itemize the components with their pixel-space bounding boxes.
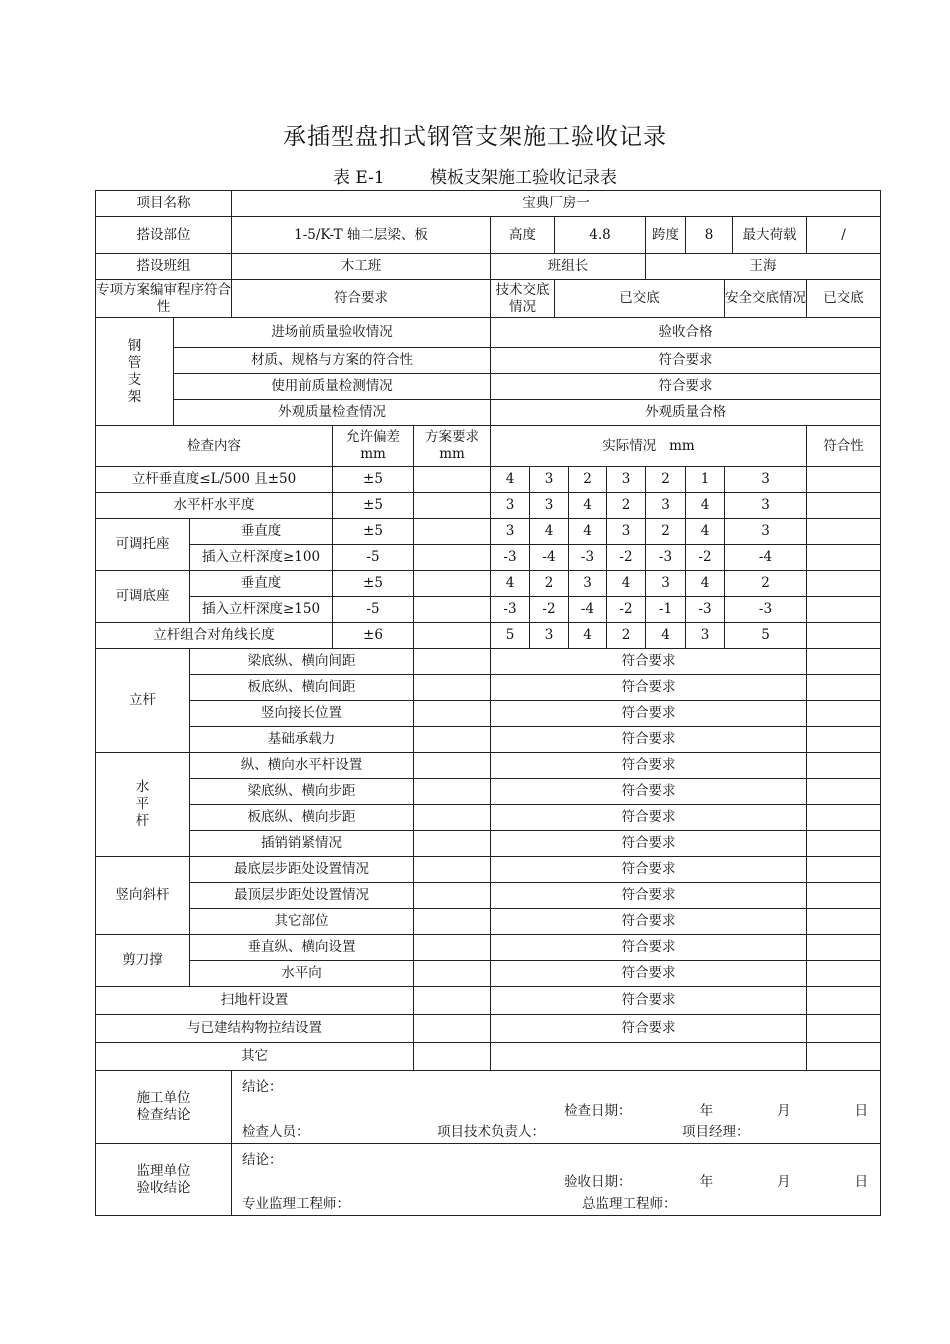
- header-actual: 实际情况 mm: [491, 426, 807, 467]
- span-label: 跨度: [646, 217, 686, 254]
- measure-value: -4: [530, 545, 569, 571]
- measure-value: -3: [491, 597, 530, 623]
- project-value: 宝典厂房一: [232, 191, 881, 217]
- check-result: 符合要求: [491, 1015, 807, 1043]
- height-label: 高度: [491, 217, 555, 254]
- measure-tolerance: ±5: [333, 467, 414, 493]
- row-location: [96, 217, 881, 254]
- steel-item: 材质、规格与方案的符合性: [174, 348, 491, 374]
- check-item: 其它: [96, 1043, 414, 1071]
- top-seat-group: 可调托座: [96, 519, 190, 571]
- check-plan: [414, 727, 491, 753]
- row-hbar-3: [96, 805, 881, 831]
- check-item: 基础承载力: [190, 727, 414, 753]
- project-manager-signature: 项目经理：: [682, 1124, 750, 1140]
- check-result: 符合要求: [491, 987, 807, 1015]
- measure-value: 2: [725, 571, 807, 597]
- row-measure-header: [96, 426, 881, 467]
- check-result: 符合要求: [491, 909, 807, 935]
- check-item: 与已建结构物拉结设置: [96, 1015, 414, 1043]
- row-verticality: [96, 467, 881, 493]
- steel-item: 使用前质量检测情况: [174, 374, 491, 400]
- row-diag-3: [96, 909, 881, 935]
- check-conformity: [807, 727, 881, 753]
- measure-value: -4: [569, 597, 607, 623]
- construction-label: 施工单位 检查结论: [96, 1071, 232, 1144]
- measure-label: 垂直度: [190, 571, 333, 597]
- measure-tolerance: ±5: [333, 493, 414, 519]
- acceptance-date: 验收日期： 年 月 日: [564, 1174, 869, 1190]
- measure-value: 2: [646, 519, 686, 545]
- row-tie: [96, 1015, 881, 1043]
- row-hbar-4: [96, 831, 881, 857]
- measure-conformity: [807, 623, 881, 649]
- check-conformity: [807, 935, 881, 961]
- measure-value: 3: [530, 467, 569, 493]
- row-hbar-2: [96, 779, 881, 805]
- measure-value: -2: [686, 545, 725, 571]
- check-plan: [414, 961, 491, 987]
- check-result: 符合要求: [491, 805, 807, 831]
- measure-value: 3: [646, 571, 686, 597]
- project-label: 项目名称: [96, 191, 232, 217]
- span-value: 8: [686, 217, 733, 254]
- measure-value: 2: [607, 623, 646, 649]
- measure-value: 1: [686, 467, 725, 493]
- steel-result: 验收合格: [491, 318, 881, 348]
- check-result: 符合要求: [491, 831, 807, 857]
- check-result: 符合要求: [491, 649, 807, 675]
- measure-conformity: [807, 545, 881, 571]
- supervision-label: 监理单位 验收结论: [96, 1144, 232, 1216]
- check-result: 符合要求: [491, 857, 807, 883]
- team-label: 搭设班组: [96, 254, 232, 280]
- measure-value: 3: [491, 519, 530, 545]
- check-plan: [414, 1015, 491, 1043]
- team-value: 木工班: [232, 254, 491, 280]
- measure-tolerance: -5: [333, 545, 414, 571]
- check-conformity: [807, 649, 881, 675]
- measure-value: -3: [569, 545, 607, 571]
- row-top-seat-2: [96, 545, 881, 571]
- measure-value: 4: [530, 519, 569, 545]
- check-item: 纵、横向水平杆设置: [190, 753, 414, 779]
- max-load-label: 最大荷载: [733, 217, 807, 254]
- measure-conformity: [807, 571, 881, 597]
- check-plan: [414, 675, 491, 701]
- chief-supervisor-signature: 总监理工程师：: [582, 1196, 677, 1212]
- inspector-signature: 检查人员：: [242, 1124, 310, 1140]
- row-brace-2: [96, 961, 881, 987]
- check-plan: [414, 753, 491, 779]
- tech-lead-signature: 项目技术负责人：: [437, 1124, 545, 1140]
- measure-value: 3: [530, 493, 569, 519]
- row-upright-1: [96, 649, 881, 675]
- check-plan: [414, 909, 491, 935]
- measure-value: 4: [686, 493, 725, 519]
- form-code: 表 E-1: [332, 168, 385, 188]
- hbar-group: 水 平 杆: [96, 753, 190, 857]
- measure-label: 立杆组合对角线长度: [96, 623, 333, 649]
- row-brace-1: [96, 935, 881, 961]
- check-item: 扫地杆设置: [96, 987, 414, 1015]
- row-steel-4: [96, 400, 881, 426]
- check-result: 符合要求: [491, 675, 807, 701]
- check-conformity: [807, 831, 881, 857]
- check-item: 板底纵、横向间距: [190, 675, 414, 701]
- check-item: 板底纵、横向步距: [190, 805, 414, 831]
- plan-value: 符合要求: [232, 280, 491, 318]
- check-item: 水平向: [190, 961, 414, 987]
- check-conformity: [807, 675, 881, 701]
- check-conformity: [807, 701, 881, 727]
- measure-label: 立杆垂直度≤L/500 且±50: [96, 467, 333, 493]
- measure-label: 插入立杆深度≥150: [190, 597, 333, 623]
- check-plan: [414, 883, 491, 909]
- check-item: 其它部位: [190, 909, 414, 935]
- measure-value: 2: [569, 467, 607, 493]
- measure-value: 4: [491, 467, 530, 493]
- header-plan: 方案要求 mm: [414, 426, 491, 467]
- row-base-seat-1: [96, 571, 881, 597]
- row-top-seat-1: [96, 519, 881, 545]
- measure-value: 4: [686, 571, 725, 597]
- row-horizontal: [96, 493, 881, 519]
- tech-briefing-value: 已交底: [555, 280, 725, 318]
- conclusion-label: 结论：: [242, 1152, 283, 1168]
- base-seat-group: 可调底座: [96, 571, 190, 623]
- max-load-value: /: [807, 217, 881, 254]
- check-plan: [414, 779, 491, 805]
- row-steel-1: [96, 318, 881, 348]
- check-result: 符合要求: [491, 961, 807, 987]
- measure-conformity: [807, 519, 881, 545]
- measure-plan: [414, 545, 491, 571]
- row-supervision-conclusion: [96, 1144, 881, 1216]
- row-base-seat-2: [96, 597, 881, 623]
- construction-conclusion-area: [232, 1071, 881, 1144]
- row-other: [96, 1043, 881, 1071]
- measure-label: 垂直度: [190, 519, 333, 545]
- measure-value: -2: [607, 597, 646, 623]
- measure-value: 3: [646, 493, 686, 519]
- measure-value: 3: [607, 519, 646, 545]
- check-item: 梁底纵、横向间距: [190, 649, 414, 675]
- measure-value: 3: [725, 519, 807, 545]
- measure-label: 水平杆水平度: [96, 493, 333, 519]
- form-subtitle: [0, 163, 950, 188]
- check-result: 符合要求: [491, 883, 807, 909]
- check-result: 符合要求: [491, 779, 807, 805]
- steel-group-label: 钢 管 支 架: [96, 318, 174, 426]
- row-hbar-1: [96, 753, 881, 779]
- measure-value: 3: [569, 571, 607, 597]
- check-item: 竖向接长位置: [190, 701, 414, 727]
- row-upright-2: [96, 675, 881, 701]
- measure-value: -3: [725, 597, 807, 623]
- row-diag-2: [96, 883, 881, 909]
- diag-group: 竖向斜杆: [96, 857, 190, 935]
- inspection-form-table: [95, 190, 881, 1216]
- measure-value: 5: [725, 623, 807, 649]
- check-conformity: [807, 805, 881, 831]
- measure-value: 4: [569, 623, 607, 649]
- row-upright-4: [96, 727, 881, 753]
- header-content: 检查内容: [96, 426, 333, 467]
- upright-group: 立杆: [96, 649, 190, 753]
- check-result: 符合要求: [491, 701, 807, 727]
- form-name: 模板支架施工验收记录表: [430, 168, 618, 188]
- check-plan: [414, 805, 491, 831]
- measure-value: -3: [491, 545, 530, 571]
- check-conformity: [807, 779, 881, 805]
- height-value: 4.8: [555, 217, 646, 254]
- inspection-date: 检查日期： 年 月 日: [564, 1103, 869, 1119]
- check-plan: [414, 857, 491, 883]
- check-conformity: [807, 753, 881, 779]
- measure-value: 3: [725, 493, 807, 519]
- measure-value: 4: [686, 519, 725, 545]
- steel-result: 符合要求: [491, 374, 881, 400]
- check-conformity: [807, 1043, 881, 1071]
- row-sweep: [96, 987, 881, 1015]
- row-diag-1: [96, 857, 881, 883]
- steel-result: 符合要求: [491, 348, 881, 374]
- measure-conformity: [807, 493, 881, 519]
- check-conformity: [807, 1015, 881, 1043]
- team-leader-value: 王海: [646, 254, 881, 280]
- location-value: 1-5/K-T 轴二层梁、板: [232, 217, 491, 254]
- check-plan: [414, 1043, 491, 1071]
- row-steel-2: [96, 348, 881, 374]
- check-conformity: [807, 909, 881, 935]
- check-plan: [414, 987, 491, 1015]
- measure-tolerance: ±6: [333, 623, 414, 649]
- check-plan: [414, 935, 491, 961]
- check-result: 符合要求: [491, 935, 807, 961]
- check-plan: [414, 701, 491, 727]
- safety-briefing-label: 安全交底情况: [725, 280, 807, 318]
- team-leader-label: 班组长: [491, 254, 646, 280]
- measure-value: 3: [607, 467, 646, 493]
- check-item: 插销销紧情况: [190, 831, 414, 857]
- measure-plan: [414, 571, 491, 597]
- conclusion-label: 结论：: [242, 1079, 283, 1095]
- measure-conformity: [807, 597, 881, 623]
- row-steel-3: [96, 374, 881, 400]
- location-label: 搭设部位: [96, 217, 232, 254]
- plan-label: 专项方案编审程序符合性: [96, 280, 232, 318]
- brace-group: 剪刀撑: [96, 935, 190, 987]
- steel-item: 外观质量检查情况: [174, 400, 491, 426]
- row-team: [96, 254, 881, 280]
- check-conformity: [807, 857, 881, 883]
- measure-value: 3: [686, 623, 725, 649]
- safety-briefing-value: 已交底: [807, 280, 881, 318]
- check-result: 符合要求: [491, 753, 807, 779]
- row-upright-3: [96, 701, 881, 727]
- measure-tolerance: ±5: [333, 571, 414, 597]
- measure-value: 2: [607, 493, 646, 519]
- page-title: 承插型盘扣式钢管支架施工验收记录: [283, 124, 667, 150]
- steel-result: 外观质量合格: [491, 400, 881, 426]
- check-plan: [414, 649, 491, 675]
- check-result: 符合要求: [491, 727, 807, 753]
- supervision-conclusion-area: [232, 1144, 881, 1216]
- measure-value: -2: [530, 597, 569, 623]
- measure-plan: [414, 467, 491, 493]
- row-diagonal: [96, 623, 881, 649]
- measure-value: -3: [686, 597, 725, 623]
- measure-value: 3: [491, 493, 530, 519]
- check-conformity: [807, 987, 881, 1015]
- steel-item: 进场前质量验收情况: [174, 318, 491, 348]
- measure-value: -2: [607, 545, 646, 571]
- measure-value: 5: [491, 623, 530, 649]
- measure-plan: [414, 493, 491, 519]
- measure-value: 2: [646, 467, 686, 493]
- row-plan: [96, 280, 881, 318]
- row-project: [96, 191, 881, 217]
- measure-plan: [414, 519, 491, 545]
- measure-value: 3: [530, 623, 569, 649]
- header-allowable: 允许偏差 mm: [333, 426, 414, 467]
- measure-value: -4: [725, 545, 807, 571]
- check-plan: [414, 831, 491, 857]
- tech-briefing-label: 技术交底情况: [491, 280, 555, 318]
- measure-value: 4: [491, 571, 530, 597]
- check-item: 最底层步距处设置情况: [190, 857, 414, 883]
- supervisor-signature: 专业监理工程师：: [242, 1196, 350, 1212]
- measure-value: 4: [646, 623, 686, 649]
- measure-value: 4: [569, 493, 607, 519]
- header-conformity: 符合性: [807, 426, 881, 467]
- measure-tolerance: -5: [333, 597, 414, 623]
- check-item: 梁底纵、横向步距: [190, 779, 414, 805]
- measure-conformity: [807, 467, 881, 493]
- measure-plan: [414, 623, 491, 649]
- measure-value: 4: [569, 519, 607, 545]
- measure-value: -1: [646, 597, 686, 623]
- measure-label: 插入立杆深度≥100: [190, 545, 333, 571]
- measure-value: 3: [725, 467, 807, 493]
- measure-tolerance: ±5: [333, 519, 414, 545]
- check-item: 最顶层步距处设置情况: [190, 883, 414, 909]
- row-construction-conclusion: [96, 1071, 881, 1144]
- measure-value: 2: [530, 571, 569, 597]
- measure-plan: [414, 597, 491, 623]
- check-conformity: [807, 883, 881, 909]
- check-conformity: [807, 961, 881, 987]
- measure-value: 4: [607, 571, 646, 597]
- measure-value: -3: [646, 545, 686, 571]
- check-result: [491, 1043, 807, 1071]
- check-item: 垂直纵、横向设置: [190, 935, 414, 961]
